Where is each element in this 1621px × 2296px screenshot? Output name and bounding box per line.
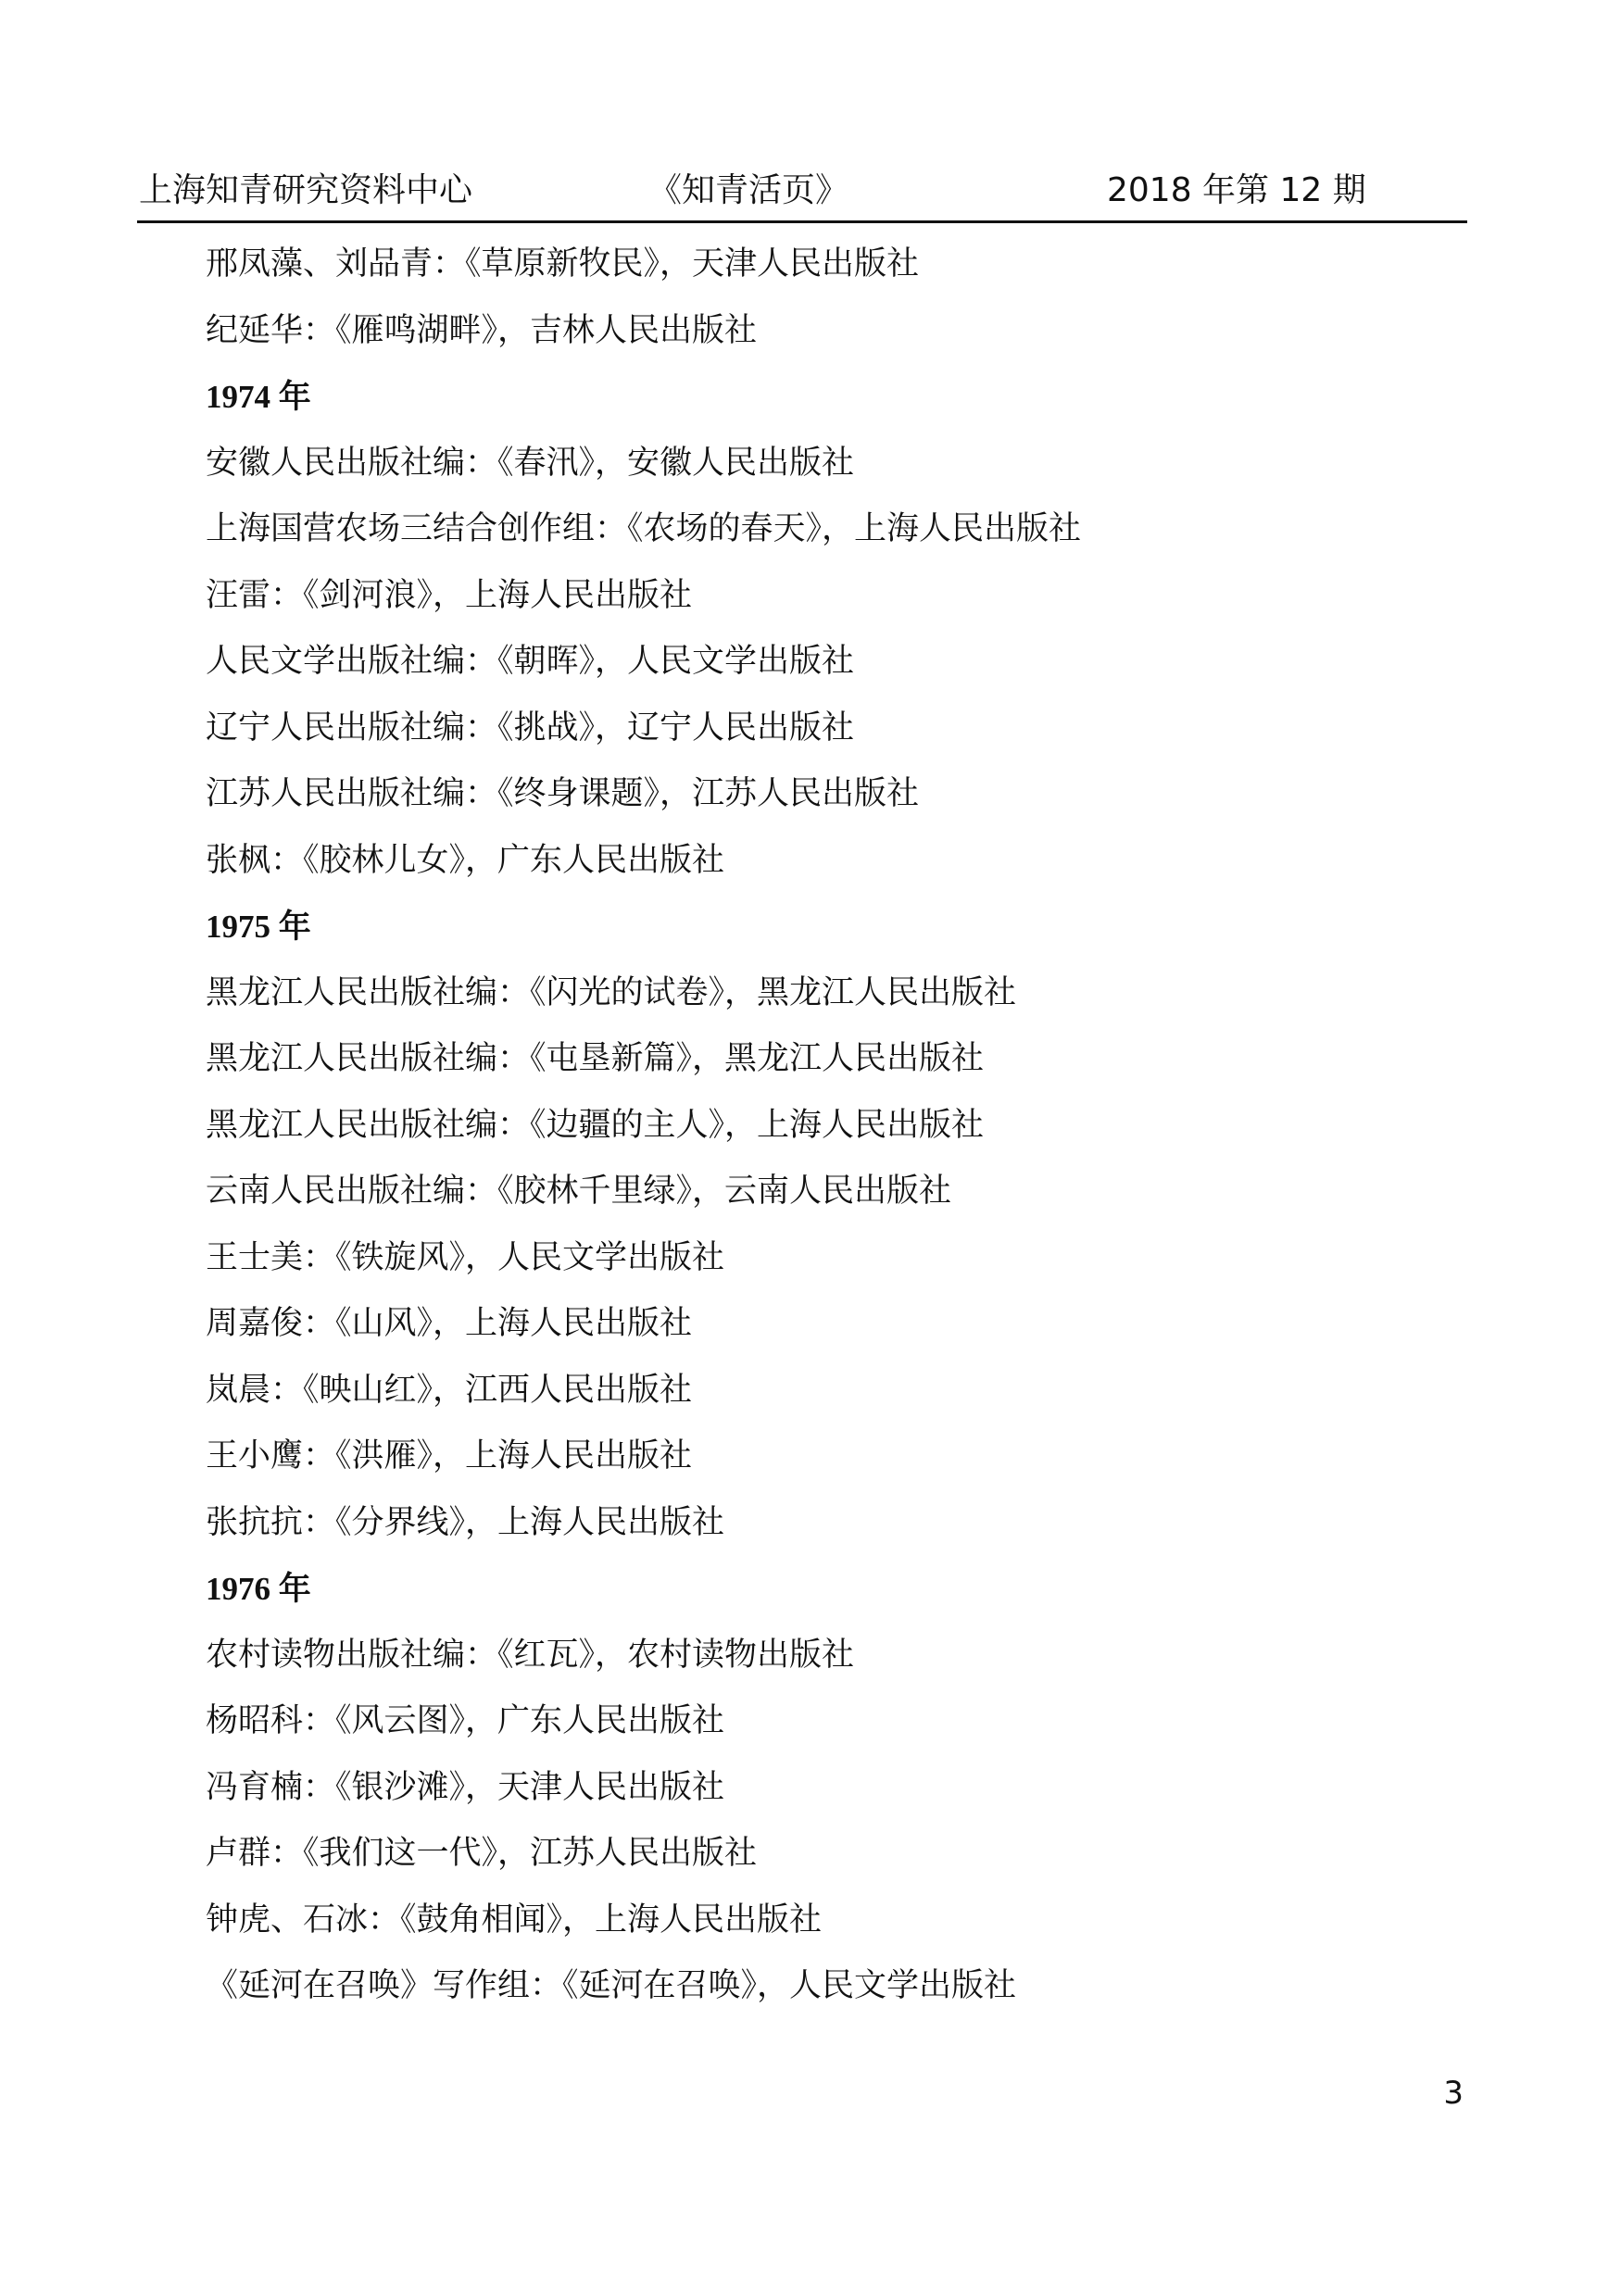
list-item: 江苏人民出版社编：《终身课题》，江苏人民出版社: [206, 775, 920, 812]
year-heading-1975: 1975 年: [206, 909, 311, 945]
header-issue: 2018 年第 12 期: [1107, 171, 1366, 209]
list-item: 黑龙江人民出版社编：《闪光的试卷》，黑龙江人民出版社: [206, 973, 1017, 1011]
list-item: 张抗抗：《分界线》，上海人民出版社: [206, 1503, 725, 1541]
list-item: 农村读物出版社编：《红瓦》，农村读物出版社: [206, 1636, 855, 1674]
list-item: 《延河在召唤》写作组：《延河在召唤》，人民文学出版社: [206, 1967, 1017, 2004]
list-item: 张枫：《胶林儿女》，广东人民出版社: [206, 841, 725, 879]
list-item: 岚晨：《映山红》，江西人民出版社: [206, 1371, 693, 1409]
list-item: 王士美：《铁旋风》，人民文学出版社: [206, 1238, 725, 1276]
bibliography-list: [206, 232, 1410, 2020]
list-item: 汪雷：《剑河浪》，上海人民出版社: [206, 576, 693, 614]
list-item: 黑龙江人民出版社编：《边疆的主人》，上海人民出版社: [206, 1106, 985, 1144]
list-item: 钟虎、石冰：《鼓角相闻》，上海人民出版社: [206, 1901, 823, 1938]
list-item: 王小鹰：《洪雁》，上海人民出版社: [206, 1437, 693, 1474]
header-journal-title: 《知青活页》: [648, 171, 849, 209]
running-header: [139, 165, 1464, 217]
list-item: 人民文学出版社编：《朝晖》，人民文学出版社: [206, 643, 855, 680]
page-number: 3: [1443, 2075, 1464, 2112]
list-item: 纪延华：《雁鸣湖畔》，吉林人民出版社: [206, 311, 758, 349]
list-item: 安徽人民出版社编：《春汛》，安徽人民出版社: [206, 444, 855, 482]
list-item: 黑龙江人民出版社编：《屯垦新篇》，黑龙江人民出版社: [206, 1040, 985, 1077]
list-item: 辽宁人民出版社编：《挑战》，辽宁人民出版社: [206, 709, 855, 747]
header-publisher: 上海知青研究资料中心: [139, 171, 473, 209]
list-item: 冯育楠：《银沙滩》，天津人民出版社: [206, 1768, 725, 1806]
list-item: 杨昭科：《风云图》，广东人民出版社: [206, 1702, 725, 1739]
list-item: 卢群：《我们这一代》，江苏人民出版社: [206, 1835, 758, 1872]
list-item: 上海国营农场三结合创作组：《农场的春天》，上海人民出版社: [206, 510, 1082, 547]
list-item: 邢凤藻、刘品青：《草原新牧民》，天津人民出版社: [206, 245, 920, 282]
year-heading-1976: 1976 年: [206, 1571, 311, 1607]
year-heading-1974: 1974 年: [206, 379, 311, 415]
header-rule: [137, 220, 1467, 223]
list-item: 云南人民出版社编：《胶林千里绿》，云南人民出版社: [206, 1173, 952, 1210]
list-item: 周嘉俊：《山风》，上海人民出版社: [206, 1305, 693, 1342]
